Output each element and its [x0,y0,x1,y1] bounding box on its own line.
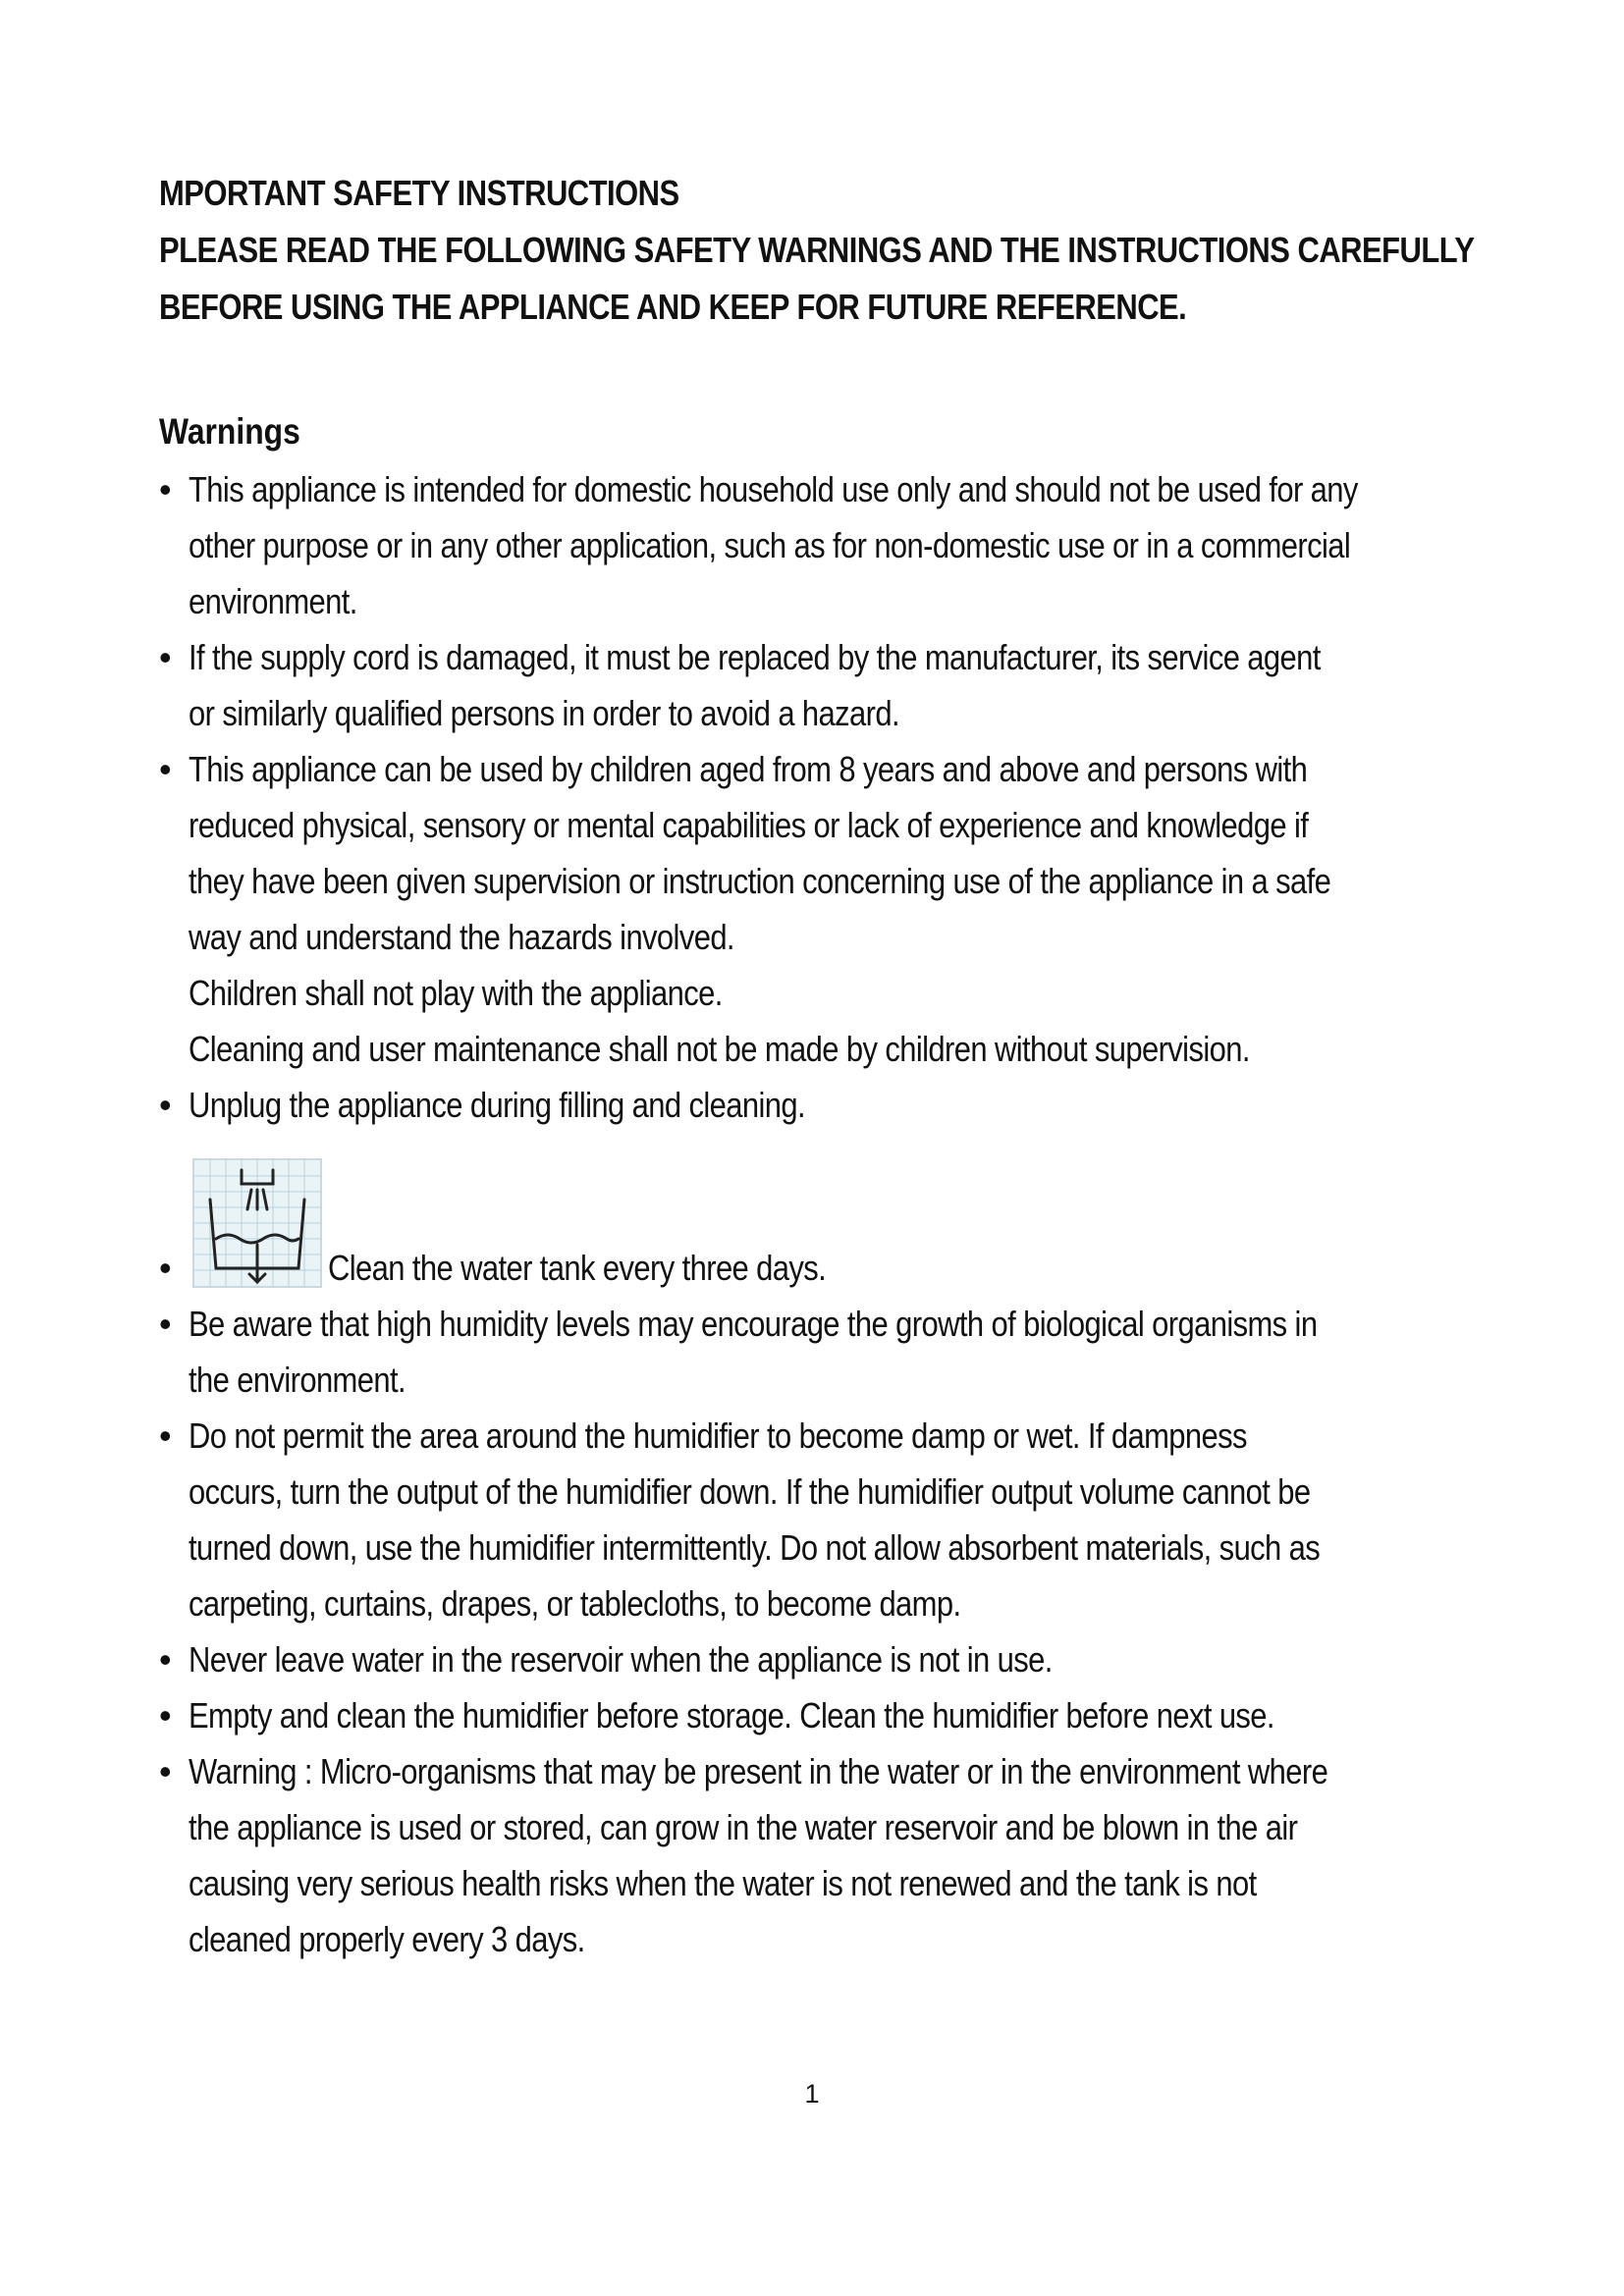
warning-item-4 [159,1077,1534,1133]
warning-item-2 [159,629,1534,741]
warning-line: Warning : Micro-organisms that may be present in the water or in the environment where [189,1751,1328,1791]
warning-item-8 [159,1631,1534,1687]
safety-heading [159,165,1534,336]
warning-line: Never leave water in the reservoir when the appliance is not in use. [189,1639,1053,1680]
warning-line: Clean the water tank every three days. [328,1248,827,1288]
warning-line: Be aware that high humidity levels may encourage the growth of biological organisms in [189,1304,1318,1344]
warning-line: Empty and clean the humidifier before storage. Clean the humidifier before next use. [189,1695,1274,1735]
warning-line: Children shall not play with the appliance. [189,973,723,1013]
bullet: • [159,1304,171,1344]
warning-line: If the supply cord is damaged, it must be replaced by the manufacturer, its service agent [189,637,1321,677]
document-content [159,165,1534,1967]
bullet: • [159,469,171,509]
warning-line: causing very serious health risks when the water is not renewed and the tank is not [189,1863,1257,1903]
warning-line: they have been given supervision or instruction concerning use of the appliance in a safe [189,861,1331,901]
warning-line: way and understand the hazards involved. [189,917,734,957]
bullet: • [159,1639,171,1680]
bullet: • [159,1248,171,1288]
warning-item-3 [159,741,1534,1077]
bullet: • [159,1695,171,1735]
warning-item-10 [159,1743,1534,1967]
warning-line: the appliance is used or stored, can grow in the water reservoir and be blown in the air [189,1807,1298,1847]
warnings-title: Warnings [159,411,300,452]
bullet: • [159,1415,171,1456]
bullet: • [159,1085,171,1125]
warning-line: This appliance can be used by children aged from 8 years and above and persons with [189,749,1308,789]
warning-line: carpeting, curtains, drapes, or tablecloths, to become damp. [189,1583,961,1624]
warning-line: other purpose or in any other application, such as for non-domestic use or in a commercial [189,525,1351,565]
bullet: • [159,1751,171,1791]
warning-line: reduced physical, sensory or mental capabilities or lack of experience and knowledge if [189,805,1309,845]
warning-line: Unplug the appliance during filling and cleaning. [189,1085,806,1125]
warning-line: Cleaning and user maintenance shall not be made by children without supervision. [189,1029,1250,1069]
heading-line-3: BEFORE USING THE APPLIANCE AND KEEP FOR FUTURE REFERENCE. [159,287,1187,327]
warning-line: cleaned properly every 3 days. [189,1919,585,1959]
heading-line-2: PLEASE READ THE FOLLOWING SAFETY WARNINGS AND THE INSTRUCTIONS CAREFULLY [159,230,1475,270]
warning-line: Do not permit the area around the humidifier to become damp or wet. If dampness [189,1415,1247,1456]
bullet: • [159,749,171,789]
heading-line-1: MPORTANT SAFETY INSTRUCTIONS [159,173,679,213]
warning-line: occurs, turn the output of the humidifier down. If the humidifier output volume cannot be [189,1471,1311,1512]
warning-item-1 [159,461,1534,629]
page-number: 1 [804,2079,820,2109]
warning-item-7 [159,1408,1534,1631]
warning-line: the environment. [189,1360,406,1400]
water-tank-cleaning-icon [192,1158,322,1288]
warning-item-6 [159,1296,1534,1408]
bullet: • [159,637,171,677]
warning-item-5 [159,1158,1534,1296]
warning-line: or similarly qualified persons in order to avoid a hazard. [189,693,899,733]
warning-line: environment. [189,581,357,621]
warnings-list [159,461,1534,1967]
warning-line: This appliance is intended for domestic household use only and should not be used for any [189,469,1358,509]
warning-line: turned down, use the humidifier intermittently. Do not allow absorbent materials, such as [189,1527,1321,1568]
warning-item-9 [159,1687,1534,1743]
